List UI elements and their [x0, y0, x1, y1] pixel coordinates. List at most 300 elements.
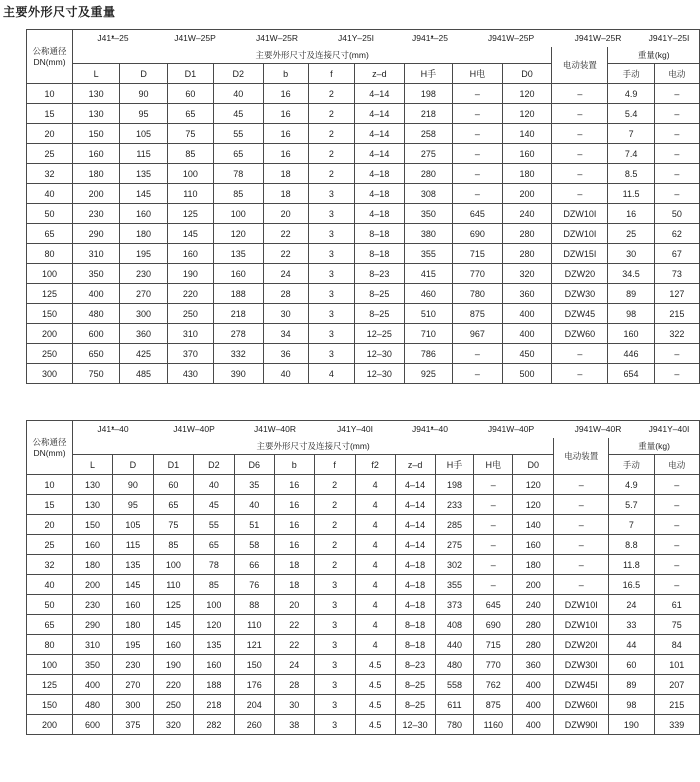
table-cell: 5.4 — [608, 104, 654, 124]
table-cell: 3 — [308, 344, 354, 364]
table-cell: 275 — [404, 144, 452, 164]
table-cell: 16 — [274, 495, 314, 515]
table-cell: 127 — [654, 284, 699, 304]
table-cell: 2 — [308, 124, 354, 144]
table-cell: 4–18 — [355, 184, 405, 204]
table-cell: 66 — [234, 555, 274, 575]
table-cell: 339 — [654, 715, 699, 735]
table-cell: 160 — [193, 655, 234, 675]
table-cell: 75 — [153, 515, 193, 535]
table-cell: 200 — [73, 575, 113, 595]
table-row — [27, 675, 700, 695]
table-cell: 120 — [193, 615, 234, 635]
table-cell: 258 — [404, 124, 452, 144]
table-cell: DZW30I — [554, 655, 609, 675]
table-row — [27, 164, 700, 184]
table-cell: 4 — [308, 364, 354, 384]
dn-cell: 50 — [27, 204, 73, 224]
table-cell: 400 — [73, 284, 120, 304]
table-cell: – — [654, 164, 699, 184]
table-cell: 145 — [120, 184, 167, 204]
table-cell: 4.5 — [355, 715, 395, 735]
table-cell: 430 — [167, 364, 213, 384]
table-cell: – — [554, 495, 609, 515]
table-cell: 710 — [404, 324, 452, 344]
dims-title: 主要外形尺寸及连接尺寸(mm) — [73, 47, 552, 64]
dn-cell: 125 — [27, 675, 73, 695]
col-header: D0 — [502, 64, 552, 84]
model-name: J941W–25R — [574, 33, 622, 44]
table-cell: 2 — [308, 84, 354, 104]
table-cell: 8–18 — [355, 224, 405, 244]
table-cell: 230 — [73, 204, 120, 224]
table-cell: DZW60I — [554, 695, 609, 715]
table-cell: 4 — [355, 615, 395, 635]
col-header: f — [314, 455, 355, 475]
col-header: z–d — [395, 455, 435, 475]
table-cell: 34 — [263, 324, 308, 344]
table-cell: – — [654, 364, 699, 384]
table-cell: 4–14 — [355, 84, 405, 104]
motor-device-header: 电动装置 — [552, 47, 608, 84]
dn-cell: 250 — [27, 344, 73, 364]
table-row — [27, 615, 700, 635]
weight-header: 重量(kg) — [609, 438, 700, 455]
table-cell: 390 — [214, 364, 264, 384]
table-cell: 4–18 — [395, 575, 435, 595]
dn-header-line1: 公称通径 — [32, 436, 67, 447]
col-header: H电 — [474, 455, 513, 475]
table-cell: 8–18 — [395, 615, 435, 635]
col-header: D — [112, 455, 153, 475]
table-cell: 36 — [263, 344, 308, 364]
table-cell: 480 — [73, 304, 120, 324]
table-cell: – — [654, 144, 699, 164]
weight-manual-header: 手动 — [608, 64, 654, 84]
table-cell: 150 — [73, 124, 120, 144]
table-cell: 218 — [214, 304, 264, 324]
table-cell: 85 — [167, 144, 213, 164]
table-cell: 770 — [474, 655, 513, 675]
table-cell: 220 — [153, 675, 193, 695]
table-cell: 4–14 — [355, 124, 405, 144]
table-cell: – — [453, 84, 503, 104]
table-cell: 28 — [274, 675, 314, 695]
table-row — [27, 304, 700, 324]
table-cell: 120 — [513, 475, 554, 495]
table-cell: 115 — [120, 144, 167, 164]
table-cell: 278 — [214, 324, 264, 344]
table-cell: 16 — [263, 104, 308, 124]
table-cell: 3 — [308, 204, 354, 224]
dn-header — [27, 30, 73, 84]
table-cell: 24 — [263, 264, 308, 284]
table-cell: 3 — [308, 324, 354, 344]
table-cell: 16 — [263, 124, 308, 144]
table-cell: DZW45 — [552, 304, 608, 324]
table-cell: 4 — [355, 575, 395, 595]
table-row — [27, 84, 700, 104]
table-cell: 786 — [404, 344, 452, 364]
table-row — [27, 104, 700, 124]
table-cell: 190 — [153, 655, 193, 675]
table-cell: 4–14 — [355, 104, 405, 124]
table-cell: 3 — [314, 715, 355, 735]
table-cell: DZW10I — [554, 615, 609, 635]
table-cell: 34.5 — [608, 264, 654, 284]
table-cell: 233 — [435, 495, 474, 515]
table-cell: DZW20I — [554, 635, 609, 655]
table-cell: 260 — [234, 715, 274, 735]
table-cell: 355 — [435, 575, 474, 595]
table-cell: – — [654, 84, 699, 104]
table-cell: 7.4 — [608, 144, 654, 164]
table-cell: 11.5 — [608, 184, 654, 204]
model-name: J941W–40P — [487, 424, 535, 435]
dn-cell: 20 — [27, 515, 73, 535]
table-cell: 160 — [167, 244, 213, 264]
dn-cell: 40 — [27, 184, 73, 204]
table-cell: 2 — [308, 164, 354, 184]
table-row — [27, 264, 700, 284]
table-cell: – — [474, 575, 513, 595]
table-cell: – — [554, 535, 609, 555]
table-cell: 12–30 — [355, 364, 405, 384]
table-cell: 600 — [73, 715, 113, 735]
table-cell: 450 — [502, 344, 552, 364]
model-list — [73, 421, 700, 438]
table-cell: 218 — [404, 104, 452, 124]
table-row — [27, 144, 700, 164]
table-cell: 105 — [120, 124, 167, 144]
table-cell: 100 — [153, 555, 193, 575]
table-cell: 332 — [214, 344, 264, 364]
table-cell: 8–25 — [355, 284, 405, 304]
table-cell: 925 — [404, 364, 452, 384]
table-cell: – — [474, 495, 513, 515]
table-cell: 8–25 — [395, 675, 435, 695]
col-header: D — [120, 64, 167, 84]
table-cell: 650 — [73, 344, 120, 364]
dn-cell: 32 — [27, 164, 73, 184]
table-cell: 300 — [112, 695, 153, 715]
table-cell: 4–18 — [355, 204, 405, 224]
table-cell: 3 — [308, 284, 354, 304]
table-cell: 20 — [263, 204, 308, 224]
dn-cell: 32 — [27, 555, 73, 575]
table-cell: 690 — [474, 615, 513, 635]
table-cell: 60 — [153, 475, 193, 495]
table-cell: 22 — [274, 635, 314, 655]
table-cell: 7 — [608, 124, 654, 144]
table-cell: – — [552, 184, 608, 204]
table-cell: 160 — [112, 595, 153, 615]
table-cell: 8–23 — [355, 264, 405, 284]
table-cell: 780 — [435, 715, 474, 735]
table-cell: – — [552, 364, 608, 384]
table-cell: 3 — [314, 595, 355, 615]
table-cell: – — [453, 344, 503, 364]
table-cell: 45 — [214, 104, 264, 124]
table-cell: 425 — [120, 344, 167, 364]
table-cell: 101 — [654, 655, 699, 675]
table-cell: 18 — [274, 575, 314, 595]
table-cell: 18 — [263, 184, 308, 204]
table-cell: 16 — [274, 515, 314, 535]
table-cell: DZW15I — [552, 244, 608, 264]
table-cell: 690 — [453, 224, 503, 244]
dn-cell: 150 — [27, 695, 73, 715]
model-name: J41Y–25I — [338, 33, 374, 44]
table-cell: 373 — [435, 595, 474, 615]
table-cell: 8.8 — [609, 535, 654, 555]
table-cell: 290 — [73, 224, 120, 244]
table-cell: 654 — [608, 364, 654, 384]
table-cell: 4–14 — [395, 475, 435, 495]
table-cell: 200 — [73, 184, 120, 204]
weight-manual-header: 手动 — [609, 455, 654, 475]
table-cell: 73 — [654, 264, 699, 284]
table-cell: DZW10I — [554, 595, 609, 615]
table-cell: 195 — [120, 244, 167, 264]
table-cell: – — [552, 104, 608, 124]
table-cell: 100 — [193, 595, 234, 615]
table-cell: 440 — [435, 635, 474, 655]
table-cell: 125 — [153, 595, 193, 615]
table-cell: 135 — [193, 635, 234, 655]
table-cell: 280 — [513, 615, 554, 635]
table-cell: 322 — [654, 324, 699, 344]
table-cell: 2 — [314, 475, 355, 495]
table-cell: 16 — [263, 144, 308, 164]
table-cell: 282 — [193, 715, 234, 735]
table-cell: – — [654, 495, 699, 515]
table-cell: 611 — [435, 695, 474, 715]
table-cell: 3 — [314, 635, 355, 655]
table-cell: 485 — [120, 364, 167, 384]
dn-cell: 25 — [27, 535, 73, 555]
table-cell: 40 — [193, 475, 234, 495]
table-cell: 320 — [502, 264, 552, 284]
table-cell: – — [453, 164, 503, 184]
table-cell: 4–14 — [355, 144, 405, 164]
table-cell: – — [453, 124, 503, 144]
table-cell: 200 — [513, 575, 554, 595]
table-cell: 58 — [234, 535, 274, 555]
table-cell: 75 — [654, 615, 699, 635]
table-cell: 200 — [502, 184, 552, 204]
table-cell: 105 — [112, 515, 153, 535]
table-cell: 240 — [513, 595, 554, 615]
table-row — [27, 595, 700, 615]
table-cell: 20 — [274, 595, 314, 615]
table-cell: – — [654, 104, 699, 124]
dims-title: 主要外形尺寸及连接尺寸(mm) — [73, 438, 554, 455]
col-header: f — [308, 64, 354, 84]
table-cell: 4 — [355, 515, 395, 535]
table-cell: – — [453, 144, 503, 164]
table-cell: – — [552, 344, 608, 364]
table-cell: 135 — [120, 164, 167, 184]
table-cell: 280 — [502, 244, 552, 264]
table-cell: 645 — [453, 204, 503, 224]
table-cell: 8–25 — [355, 304, 405, 324]
table-cell: 120 — [502, 104, 552, 124]
table-cell: 180 — [112, 615, 153, 635]
model-name: J941ᵜ–25 — [412, 33, 448, 44]
table-cell: DZW60 — [552, 324, 608, 344]
col-header: b — [263, 64, 308, 84]
dn-cell: 100 — [27, 655, 73, 675]
dn-cell: 150 — [27, 304, 73, 324]
table-cell: 120 — [502, 84, 552, 104]
table-cell: 4–14 — [395, 515, 435, 535]
table-cell: 12–30 — [355, 344, 405, 364]
dn-cell: 10 — [27, 84, 73, 104]
table-cell: 130 — [73, 104, 120, 124]
dn-cell: 200 — [27, 324, 73, 344]
table-cell: 4 — [355, 475, 395, 495]
table-cell: 8–25 — [395, 695, 435, 715]
table-cell: DZW45I — [554, 675, 609, 695]
table-cell: 2 — [308, 104, 354, 124]
table-cell: 16 — [274, 475, 314, 495]
table-cell: 380 — [404, 224, 452, 244]
table-cell: 310 — [73, 244, 120, 264]
table-cell: 130 — [73, 84, 120, 104]
table-cell: 780 — [453, 284, 503, 304]
table-cell: 30 — [263, 304, 308, 324]
table-cell: – — [654, 535, 699, 555]
table-cell: 280 — [502, 224, 552, 244]
table-cell: – — [552, 124, 608, 144]
table-cell: 85 — [153, 535, 193, 555]
table-cell: DZW10I — [552, 204, 608, 224]
model-name: J941Y–40I — [648, 424, 690, 435]
table-cell: DZW90I — [554, 715, 609, 735]
table-cell: 2 — [314, 495, 355, 515]
table-cell: 198 — [435, 475, 474, 495]
table-cell: 121 — [234, 635, 274, 655]
table-cell: 55 — [214, 124, 264, 144]
model-name: J41W–40R — [253, 424, 297, 435]
table-cell: 89 — [608, 284, 654, 304]
table-cell: 85 — [193, 575, 234, 595]
weight-electric-header: 电动 — [654, 455, 699, 475]
table-cell: 22 — [274, 615, 314, 635]
table-cell: 62 — [654, 224, 699, 244]
table-cell: 285 — [435, 515, 474, 535]
table-cell: – — [554, 575, 609, 595]
table-cell: 4 — [355, 535, 395, 555]
table-cell: 302 — [435, 555, 474, 575]
table-cell: 2 — [308, 144, 354, 164]
table-cell: 55 — [193, 515, 234, 535]
table-row — [27, 535, 700, 555]
table-cell: 3 — [308, 304, 354, 324]
table-cell: 4 — [355, 495, 395, 515]
table-cell: 160 — [120, 204, 167, 224]
dn-cell: 80 — [27, 244, 73, 264]
table-cell: 180 — [513, 555, 554, 575]
table-cell: 270 — [120, 284, 167, 304]
table-cell: – — [654, 124, 699, 144]
table-cell: – — [474, 475, 513, 495]
table-cell: 4–18 — [355, 164, 405, 184]
table-cell: – — [474, 535, 513, 555]
table-cell: 2 — [314, 515, 355, 535]
dn-header-line2: DN(mm) — [33, 447, 66, 458]
col-header: D1 — [153, 455, 193, 475]
table-cell: 3 — [308, 244, 354, 264]
table-cell: 95 — [120, 104, 167, 124]
table-cell: 160 — [73, 144, 120, 164]
table-cell: 180 — [502, 164, 552, 184]
table-cell: 400 — [502, 304, 552, 324]
table-row — [27, 244, 700, 264]
table-cell: DZW30 — [552, 284, 608, 304]
col-header: D1 — [167, 64, 213, 84]
dn-cell: 10 — [27, 475, 73, 495]
table-cell: 160 — [153, 635, 193, 655]
table-cell: 280 — [404, 164, 452, 184]
table-cell: 2 — [314, 555, 355, 575]
table-cell: 44 — [609, 635, 654, 655]
table-cell: 150 — [73, 515, 113, 535]
table-cell: 600 — [73, 324, 120, 344]
model-name: J941ᵜ–40 — [412, 424, 448, 435]
model-name: J941W–40R — [574, 424, 622, 435]
table-cell: 110 — [153, 575, 193, 595]
table-cell: 24 — [274, 655, 314, 675]
table-cell: 18 — [263, 164, 308, 184]
table-cell: 65 — [214, 144, 264, 164]
table-cell: 967 — [453, 324, 503, 344]
table-cell: 115 — [112, 535, 153, 555]
table-cell: 408 — [435, 615, 474, 635]
dn-cell: 80 — [27, 635, 73, 655]
table-cell: 230 — [120, 264, 167, 284]
col-header: D2 — [214, 64, 264, 84]
table-cell: 400 — [513, 695, 554, 715]
table-cell: – — [654, 515, 699, 535]
table-cell: 4.9 — [609, 475, 654, 495]
table-row — [27, 204, 700, 224]
table-cell: 160 — [513, 535, 554, 555]
table-cell: 207 — [654, 675, 699, 695]
table-cell: 18 — [274, 555, 314, 575]
table-cell: – — [554, 515, 609, 535]
table-row — [27, 324, 700, 344]
table-cell: 145 — [167, 224, 213, 244]
table-cell: 770 — [453, 264, 503, 284]
table-cell: 22 — [263, 224, 308, 244]
table-cell: – — [654, 475, 699, 495]
table-cell: 125 — [167, 204, 213, 224]
table-cell: 4.5 — [355, 695, 395, 715]
table-cell: 28 — [263, 284, 308, 304]
dn-header-line1: 公称通径 — [32, 45, 67, 56]
table-cell: 7 — [609, 515, 654, 535]
col-header: D6 — [234, 455, 274, 475]
table-cell: 4.5 — [355, 675, 395, 695]
dn-cell: 40 — [27, 575, 73, 595]
table-cell: – — [654, 575, 699, 595]
model-name: J41ᵜ–25 — [97, 33, 129, 44]
table-row — [27, 715, 700, 735]
table-cell: 88 — [234, 595, 274, 615]
table-cell: 645 — [474, 595, 513, 615]
